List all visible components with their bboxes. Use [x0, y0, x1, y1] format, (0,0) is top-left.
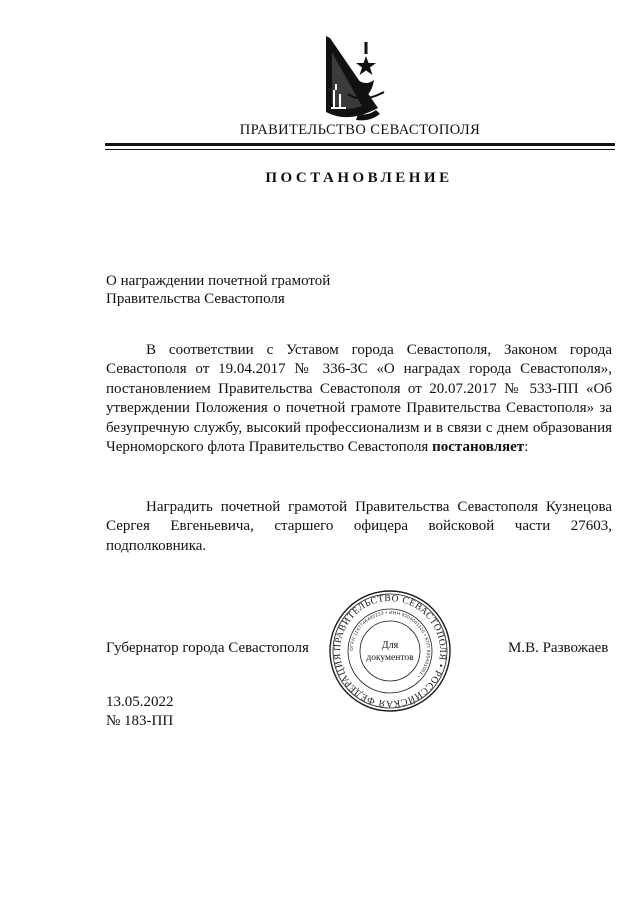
decree-keyword: постановляет: [432, 439, 525, 456]
header-rule-thick: [105, 143, 615, 146]
official-seal-stamp: [327, 588, 453, 714]
organization-title: ПРАВИТЕЛЬСТВО СЕВАСТОПОЛЯ: [239, 122, 481, 138]
signer-name: М.В. Развожаев: [508, 640, 609, 656]
document-date: 13.05.2022: [106, 694, 174, 710]
signer-title: Губернатор города Севастополя: [106, 640, 309, 656]
seal-center-line-1: Для: [381, 640, 399, 651]
header-rule-thin: [105, 149, 615, 150]
subject-line-2: Правительства Севастополя: [106, 291, 285, 307]
document-type-heading: ПОСТАНОВЛЕНИЕ: [265, 170, 453, 186]
sevastopol-coat-of-arms-icon: [318, 34, 394, 124]
document-number: № 183-ПП: [106, 713, 174, 729]
seal-center-line-2: документов: [366, 653, 414, 663]
body-paragraph-1: [106, 341, 612, 457]
paragraph-1-end: :: [524, 439, 529, 456]
body-paragraph-2: Наградить почетной грамотой Правительства Севастополя Кузнецова Сергея Евгеньевича, старшего офицера войсковой части 27603, подполковника.: [106, 499, 612, 554]
paragraph-1-text: В соответствии с Уставом города Севастополя, Законом города Севастополя от 19.04.2017 № 336-ЗС «О наградах города Севастополя», постановлением Правительства Севастополя от 20.07.2017 № 533-ПП «Об утверждении Положения о почетной грамоте Правительства Севастополя» за безупречную службу, высокий профессионализм и в связи с днем образования Черноморского флота Правительство Севастополя: [106, 342, 612, 456]
seal-inner-text: ОГРН 1147746405223 • ИНН 9204001120 • КПП 920401001 •: [348, 609, 432, 680]
seal-outer-text: ПРАВИТЕЛЬСТВО СЕВАСТОПОЛЯ • РОССИЙСКАЯ ФЕДЕРАЦИЯ: [332, 593, 448, 709]
subject-line-1: О награждении почетной грамотой: [106, 273, 331, 289]
document-subject: [106, 272, 330, 308]
